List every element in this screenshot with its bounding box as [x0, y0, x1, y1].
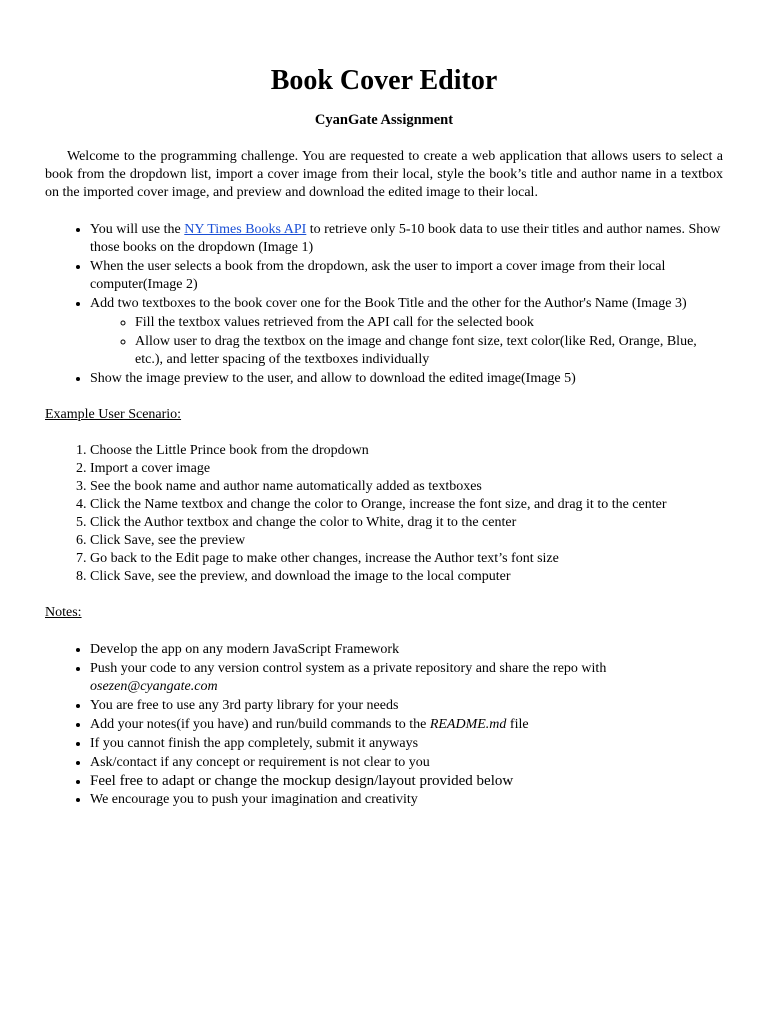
- note-item: [90, 659, 723, 696]
- scenario-step: 1. Choose the Little Prince book from the dropdown: [90, 442, 723, 460]
- contact-email: osezen@cyangate.com: [90, 679, 218, 694]
- requirement-item: [90, 294, 723, 369]
- scenario-step: 3. See the book name and author name automatically added as textboxes: [90, 478, 723, 496]
- note-item: • We encourage you to push your imagination and creativity: [90, 790, 723, 809]
- note-item: • If you cannot finish the app completely, submit it anyways: [90, 734, 723, 753]
- requirement-item: • Show the image preview to the user, and allow to download the edited image(Image 5): [90, 369, 723, 388]
- scenario-step: 7. Go back to the Edit page to make other changes, increase the Author text’s font size: [90, 550, 723, 568]
- scenario-heading: Example User Scenario:: [45, 407, 182, 422]
- requirement-item: • When the user selects a book from the dropdown, ask the user to import a cover image from their local computer(Image 2): [90, 257, 723, 294]
- nytimes-api-link[interactable]: NY Times Books API: [184, 222, 307, 237]
- scenario-step: 6. Click Save, see the preview: [90, 532, 723, 550]
- requirement-text: Add two textboxes to the book cover one for the Book Title and the other for the Author's Name (Image 3): [90, 296, 687, 311]
- requirement-text: You will use the: [90, 222, 185, 237]
- scenario-step: 4. Click the Name textbox and change the color to Orange, increase the font size, and drag it to the center: [90, 496, 723, 514]
- scenario-step: 8. Click Save, see the preview, and download the image to the local computer: [90, 568, 723, 586]
- scenario-step: 2. Import a cover image: [90, 460, 723, 478]
- document-title: Book Cover Editor: [270, 65, 498, 96]
- note-item: • Ask/contact if any concept or requirement is not clear to you: [90, 753, 723, 772]
- notes-list: [45, 640, 723, 809]
- requirement-text: to retrieve only 5-10 book data to use their titles and author names. Show those books on the dropdown (Image 1): [90, 222, 721, 255]
- intro-paragraph: Welcome to the programming challenge. You are requested to create a web application that allows users to select a book from the dropdown list, import a cover image from their local, style the book’s title and author name in a textbox on the imported cover image, and preview and download the edited image to their local.: [45, 149, 723, 200]
- note-text: file: [506, 717, 529, 732]
- document-subtitle: CyanGate Assignment: [314, 112, 454, 128]
- requirement-subitem: ◦ Allow user to drag the textbox on the image and change font size, text color(like Red, Orange, Blue, etc.), and letter spacing of the textboxes individually: [135, 332, 723, 369]
- requirement-item: [90, 220, 723, 257]
- readme-filename: README.md: [429, 717, 507, 732]
- note-text: Add your notes(if you have) and run/build commands to the: [90, 717, 430, 732]
- scenario-step: 5. Click the Author textbox and change the color to White, drag it to the center: [90, 514, 723, 532]
- note-text: Push your code to any version control system as a private repository and share the repo with: [90, 661, 607, 676]
- scenario-steps-list: [45, 442, 723, 586]
- requirements-list: [45, 220, 723, 388]
- notes-heading: Notes:: [45, 605, 82, 620]
- requirement-subitem: ◦ Fill the textbox values retrieved from the API call for the selected book: [135, 313, 723, 332]
- note-item: • You are free to use any 3rd party library for your needs: [90, 696, 723, 715]
- note-item: • Develop the app on any modern JavaScript Framework: [90, 640, 723, 659]
- requirement-sublist: [90, 313, 723, 369]
- note-item: • Feel free to adapt or change the mockup design/layout provided below: [90, 772, 723, 790]
- note-item: [90, 715, 723, 734]
